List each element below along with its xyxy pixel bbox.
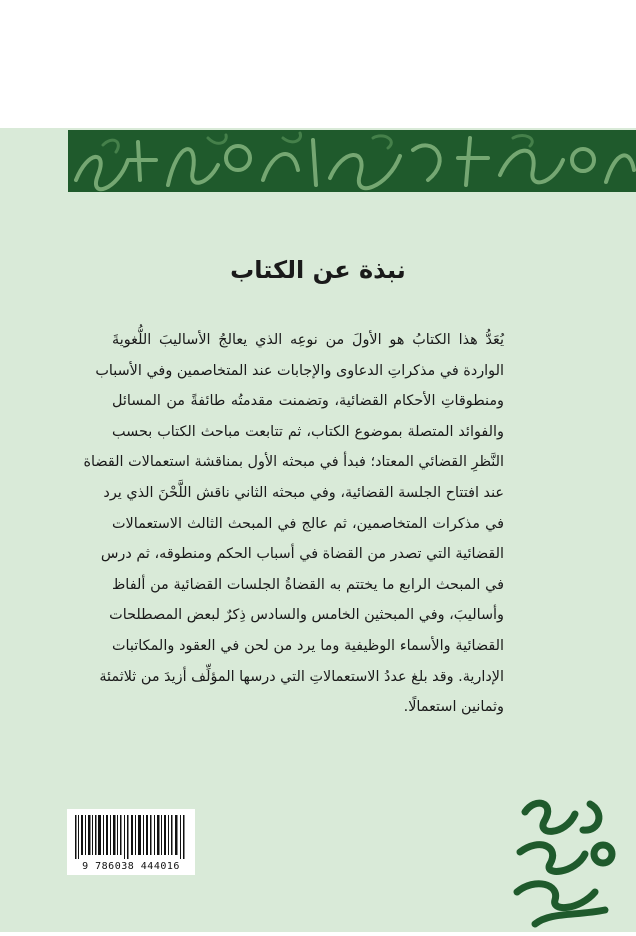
description-line: الواردة في مذكراتِ الدعاوى والإجابات عند المتخاصمين وفي الأسباب — [95, 362, 504, 379]
description-line: وثمانين استعمالًا. — [403, 699, 504, 716]
description-line: في المبحث الرابع ما يختتم به القضاةُ الجلسات القضائية من ألفاظ — [112, 576, 504, 593]
description-line: ومنطوقاتِ الأحكام القضائية، وتضمنت مقدمتُه طائفةً من المسائل — [112, 393, 504, 410]
publisher-logo — [505, 792, 625, 932]
description-line: القضائية والأسماء الوظيفية وما يرد من لحن في العقود والمكاتبات — [112, 637, 504, 654]
description-line: والفوائد المتصلة بموضوع الكتاب، ثم تتابعت مباحث الكتاب بحسب — [112, 423, 504, 440]
decorative-banner — [68, 130, 636, 192]
section-title: نبذة عن الكتاب — [230, 256, 406, 284]
calligraphy-pattern-icon — [68, 130, 636, 192]
calligraphy-logo-icon — [505, 792, 625, 932]
description-line: يُعَدُّ هذا الكتابُ هو الأولَ من نوعِه الذي يعالجُ الأساليبَ اللُّغويةَ — [112, 332, 504, 348]
description-line: وأساليبَ، وفي المبحثين الخامس والسادس ذِكرٌ لبعض المصطلحات — [109, 607, 504, 624]
description-line: القضائية التي تصدر من القضاة في أسباب الحكم ومنطوقه، ثم درس — [100, 546, 504, 563]
description-line: عند افتتاح الجلسة القضائية، وفي مبحثه الثاني ناقش اللَّحْنَ الذي يرد — [103, 484, 504, 501]
description-line: الإدارية. وقد بلغ عددُ الاستعمالاتِ التي درسها المؤلِّف أزيدَ من ثلاثمئة — [99, 668, 504, 685]
isbn-barcode — [67, 809, 195, 875]
book-description — [83, 325, 504, 723]
description-line: النَّظرِ القضائي المعتاد؛ فبدأ في مبحثه الأول بمناقشة استعمالات القضاة — [83, 454, 504, 471]
barcode-bars-icon — [67, 809, 195, 861]
isbn-number: 9 786038 444016 — [82, 861, 180, 872]
description-line: في مذكرات المتخاصمين، ثم عالج في المبحث الثالث الاستعمالات — [112, 515, 504, 532]
